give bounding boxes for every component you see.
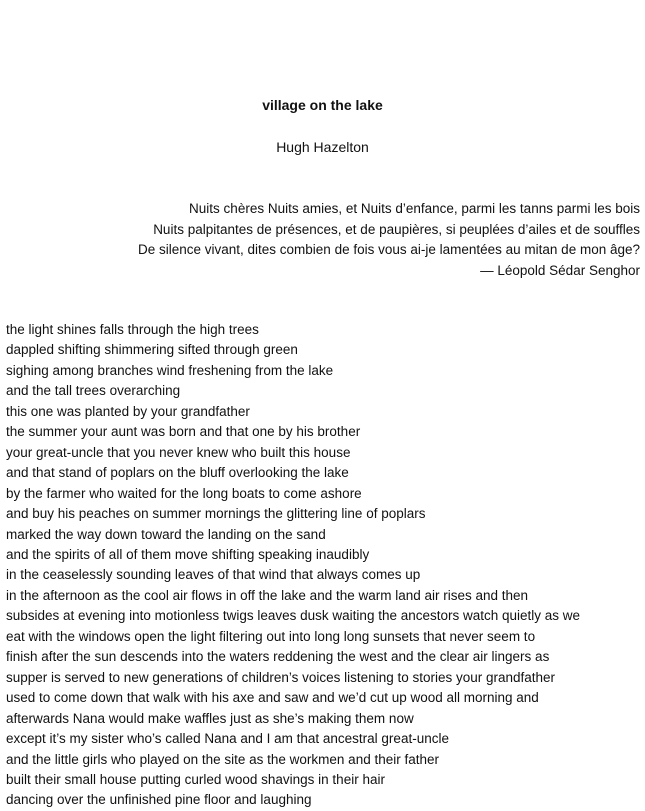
poem-line: sighing among branches wind freshening from the lake	[6, 362, 334, 378]
poem-line: by the farmer who waited for the long boats to come ashore	[6, 485, 362, 501]
poem-line: subsides at evening into motionless twigs leaves dusk waiting the ancestors watch quietly as we	[6, 608, 581, 624]
poem-line: dancing over the unfinished pine floor and laughing	[6, 792, 312, 808]
poem-line: except it’s my sister who’s called Nana and I am that ancestral great-uncle	[6, 731, 449, 747]
poem-line: your great-uncle that you never knew who built this house	[6, 444, 351, 460]
poem-title: village on the lake	[262, 97, 383, 113]
poem-line: eat with the windows open the light filtering out into long long sunsets that never seem to	[6, 628, 536, 644]
poem-line: dappled shifting shimmering sifted through green	[6, 342, 298, 358]
epigraph-line: Nuits chères Nuits amies, et Nuits d’enfance, parmi les tanns parmi les bois	[189, 201, 640, 216]
epigraph-line: Nuits palpitantes de présences, et de paupières, si peuplées d’ailes et de souffles	[153, 221, 640, 237]
poem-line: this one was planted by your grandfather	[6, 403, 250, 419]
poem-line: and buy his peaches on summer mornings the glittering line of poplars	[6, 506, 426, 522]
poem-author: Hugh Hazelton	[276, 139, 369, 155]
poem-line: and the little girls who played on the site as the workmen and their father	[6, 751, 439, 767]
epigraph-attribution: — Léopold Sédar Senghor	[480, 262, 640, 278]
poem-body	[6, 320, 642, 811]
poem-line: marked the way down toward the landing on the sand	[6, 526, 326, 542]
poem-line: and that stand of poplars on the bluff overlooking the lake	[6, 465, 349, 481]
poem-line: in the afternoon as the cool air flows in off the lake and the warm land air rises and then	[6, 587, 529, 603]
epigraph-line: De silence vivant, dites combien de fois vous ai-je lamentées au mitan de mon âge?	[137, 242, 640, 257]
poem-line: the light shines falls through the high trees	[6, 322, 259, 337]
poem-line: used to come down that walk with his axe and saw and we’d cut up wood all morning and	[6, 690, 539, 706]
poem-line: supper is served to new generations of children’s voices listening to stories your grandfather	[6, 669, 556, 685]
poem-line: and the tall trees overarching	[6, 383, 181, 399]
poem-line: and the spirits of all of them move shifting speaking inaudibly	[6, 546, 370, 562]
poem-line: finish after the sun descends into the waters reddening the west and the clear air lingers as	[6, 649, 550, 665]
poem-line: afterwards Nana would make waffles just as she’s making them now	[6, 710, 414, 726]
poem-line: in the ceaselessly sounding leaves of that wind that always comes up	[6, 567, 421, 583]
poem-line: the summer your aunt was born and that one by his brother	[6, 424, 361, 440]
poem-line: built their small house putting curled wood shavings in their hair	[6, 771, 385, 787]
epigraph	[138, 199, 640, 281]
